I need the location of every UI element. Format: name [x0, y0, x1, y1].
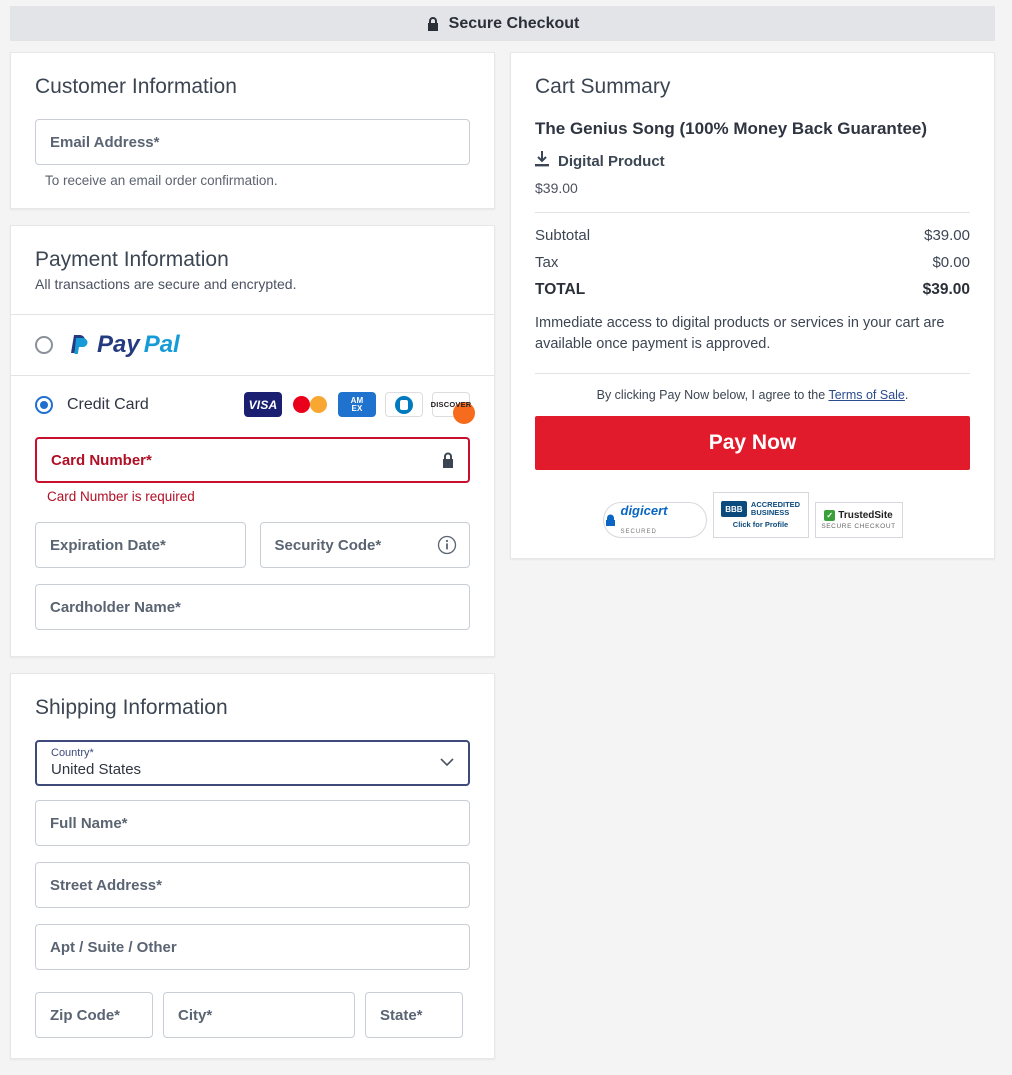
email-field[interactable] — [35, 119, 470, 165]
city-field[interactable] — [163, 992, 355, 1038]
chevron-down-icon[interactable] — [440, 754, 454, 772]
payment-information-card — [10, 225, 495, 657]
zip-code-field[interactable] — [35, 992, 153, 1038]
cart-summary-card — [510, 52, 995, 559]
terms-text — [535, 388, 970, 402]
card-number-error: Card Number is required — [47, 489, 195, 504]
secure-checkout-title: Secure Checkout — [448, 14, 580, 32]
product-type-label: Digital Product — [558, 152, 665, 170]
email-hint: To receive an email order confirmation. — [45, 173, 278, 188]
trustedsite-name: TrustedSite — [838, 510, 893, 521]
total-row — [535, 281, 970, 299]
divider — [535, 212, 970, 213]
state-field[interactable] — [365, 992, 463, 1038]
expiration-date-placeholder: Expiration Date* — [50, 536, 166, 554]
lock-icon — [604, 513, 617, 527]
security-code-placeholder: Security Code* — [274, 536, 382, 554]
card-number-placeholder: Card Number* — [51, 451, 152, 469]
product-type-row — [535, 151, 970, 171]
country-select[interactable] — [35, 740, 470, 786]
digicert-name: digicert — [620, 503, 668, 518]
bbb-badge-icon[interactable] — [713, 492, 809, 538]
trustedsite-badge-icon[interactable] — [815, 502, 903, 538]
terms-suffix: . — [904, 388, 909, 402]
bbb-line2: BUSINESS — [750, 508, 790, 517]
trust-badges — [535, 492, 970, 538]
download-icon — [535, 151, 549, 171]
zip-city-state-row — [35, 992, 470, 1038]
check-icon: ✓ — [824, 510, 835, 521]
tax-label: Tax — [535, 254, 559, 271]
card-number-field[interactable] — [35, 437, 470, 483]
credit-card-radio[interactable] — [35, 396, 53, 414]
zip-code-placeholder: Zip Code* — [50, 1006, 120, 1024]
total-value: $39.00 — [922, 281, 970, 298]
mastercard-icon — [291, 392, 329, 417]
customer-information-title: Customer Information — [35, 75, 237, 98]
country-value: United States — [51, 761, 142, 778]
terms-prefix: By clicking Pay Now below, I agree to the — [596, 388, 829, 402]
paypal-logo-icon — [67, 331, 180, 359]
terms-of-sale-link[interactable]: Terms of Sale — [828, 388, 905, 402]
subtotal-value: $39.00 — [924, 227, 970, 244]
secure-checkout-header — [10, 6, 995, 41]
state-placeholder: State* — [380, 1006, 423, 1024]
card-brand-logos — [244, 392, 470, 417]
apt-suite-placeholder: Apt / Suite / Other — [50, 938, 177, 956]
country-label: Country* — [51, 747, 94, 759]
shipping-information-card — [10, 673, 495, 1059]
security-code-field[interactable] — [260, 522, 471, 568]
subtotal-row — [535, 227, 970, 244]
lock-icon — [426, 16, 440, 32]
digicert-sub: SECURED — [620, 529, 657, 535]
bbb-mark: BBB — [721, 501, 747, 517]
paypal-mark-icon — [67, 332, 93, 358]
lock-icon — [440, 451, 456, 469]
total-label: TOTAL — [535, 281, 586, 298]
city-placeholder: City* — [178, 1006, 213, 1024]
shipping-information-title: Shipping Information — [35, 696, 228, 719]
digital-access-note: Immediate access to digital products or services in your cart are available once payment is approved. — [535, 315, 945, 352]
full-name-field[interactable] — [35, 800, 470, 846]
discover-icon: DISCOVER — [432, 392, 470, 417]
product-price: $39.00 — [535, 180, 578, 196]
tax-value: $0.00 — [932, 254, 970, 271]
digicert-badge-icon[interactable] — [603, 502, 707, 538]
bbb-click-for-profile[interactable]: Click for Profile — [732, 520, 789, 529]
credit-card-option[interactable] — [11, 376, 494, 433]
pay-now-button[interactable]: Pay Now — [535, 416, 970, 470]
street-address-placeholder: Street Address* — [50, 876, 162, 894]
email-placeholder: Email Address* — [50, 133, 160, 151]
paypal-text-pal: Pal — [143, 331, 180, 358]
divider — [535, 373, 970, 374]
customer-information-card — [10, 52, 495, 209]
expiration-date-field[interactable] — [35, 522, 246, 568]
left-column — [10, 52, 495, 1075]
cardholder-name-field[interactable] — [35, 584, 470, 630]
street-address-field[interactable] — [35, 862, 470, 908]
paypal-text-pay: Pay — [97, 331, 140, 358]
tax-row — [535, 254, 970, 271]
visa-icon: VISA — [244, 392, 282, 417]
credit-card-label: Credit Card — [67, 395, 149, 413]
cardholder-name-placeholder: Cardholder Name* — [50, 598, 181, 616]
subtotal-label: Subtotal — [535, 227, 591, 244]
payment-information-subtitle: All transactions are secure and encrypted. — [35, 276, 297, 292]
info-icon[interactable] — [437, 535, 457, 555]
payment-information-title: Payment Information — [35, 248, 229, 271]
paypal-radio[interactable] — [35, 336, 53, 354]
right-column — [510, 52, 995, 575]
diners-club-icon — [385, 392, 423, 417]
trustedsite-sub: SECURE CHECKOUT — [821, 523, 896, 530]
cart-summary-title: Cart Summary — [535, 75, 671, 98]
amex-icon: AM EX — [338, 392, 376, 417]
full-name-placeholder: Full Name* — [50, 814, 128, 832]
bbb-line1: ACCREDITED — [750, 500, 801, 509]
product-name: The Genius Song (100% Money Back Guarantee) — [535, 119, 928, 138]
apt-suite-field[interactable] — [35, 924, 470, 970]
paypal-option[interactable] — [11, 315, 494, 375]
